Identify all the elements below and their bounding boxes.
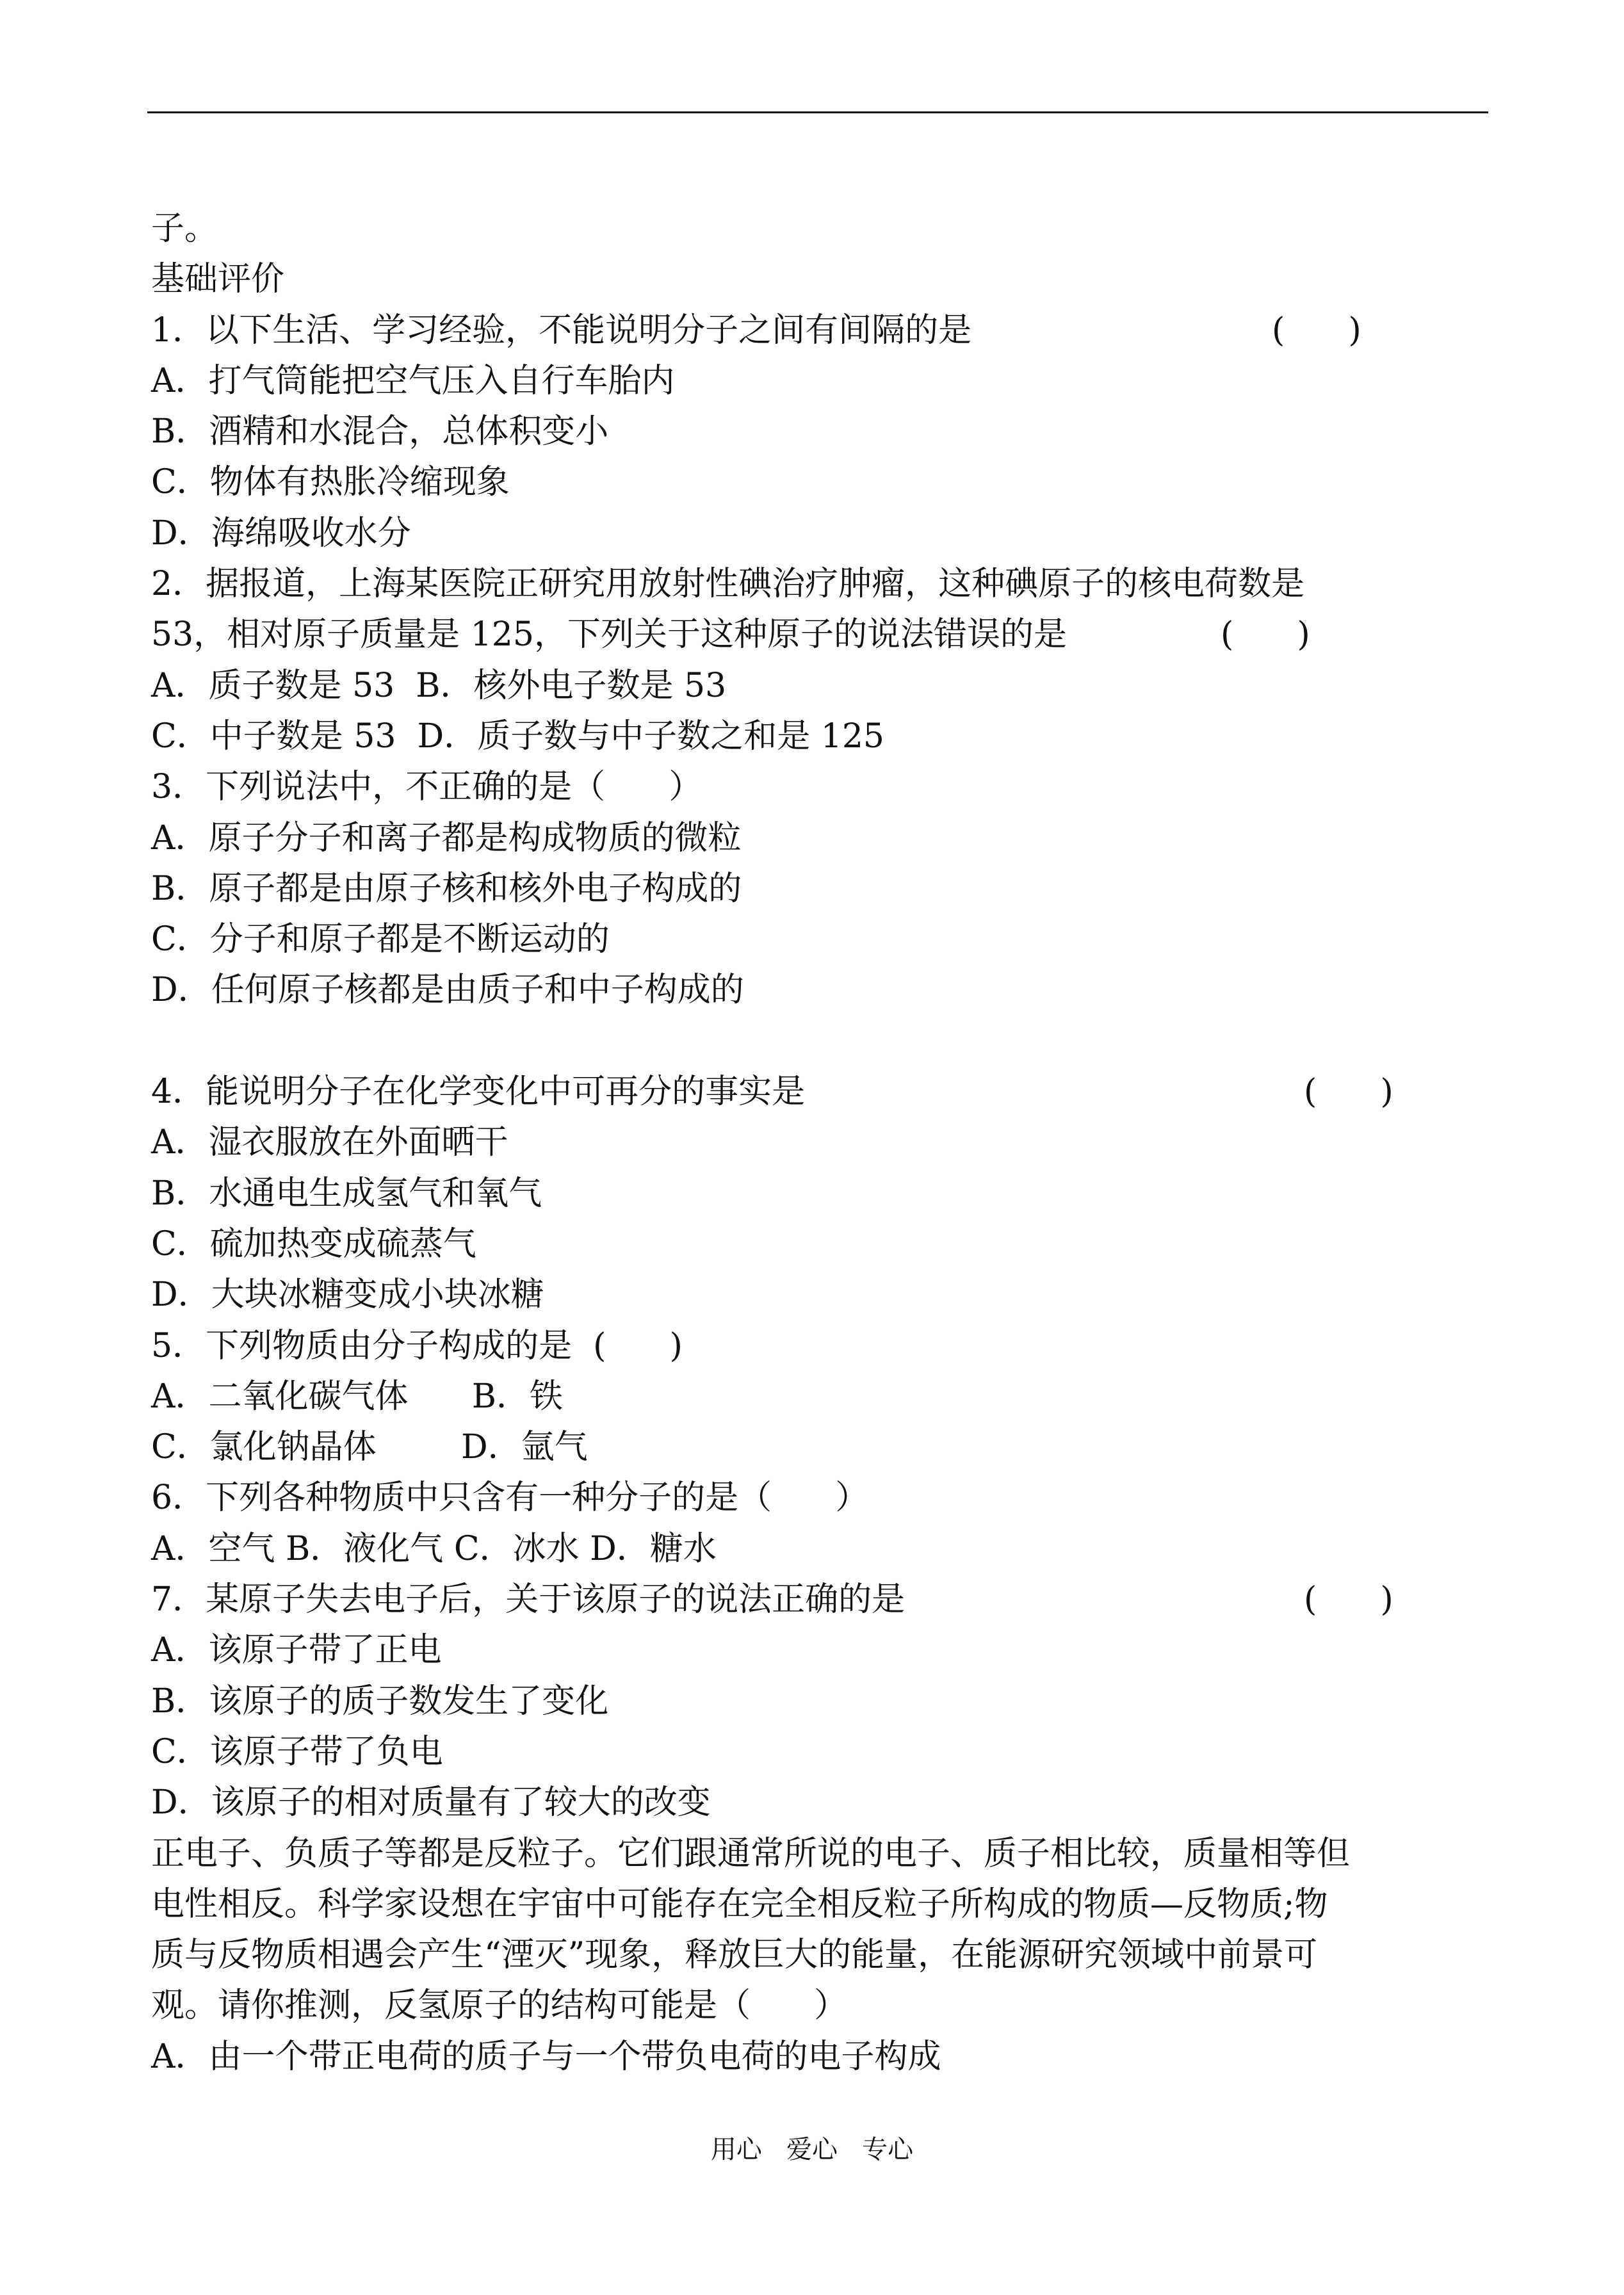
question-1-option-a: A．打气筒能把空气压入自行车胎内: [151, 361, 675, 400]
question-8-stem: 观。请你推测，反氢原子的结构可能是（ ）: [151, 1986, 848, 2025]
question-2-stem: 2．据报道，上海某医院正研究用放射性碘治疗肿瘤，这种碘原子的核电荷数是: [151, 565, 1305, 604]
question-8-option-a: A．由一个带正电荷的质子与一个带负电荷的电子构成: [151, 2037, 941, 2076]
question-7-option-b: B．该原子的质子数发生了变化: [151, 1682, 609, 1721]
question-7-option-c: C．该原子带了负电: [151, 1732, 443, 1771]
section-heading: 基础评价: [151, 260, 285, 299]
question-4-answer-bracket: ( ): [1304, 1073, 1393, 1112]
document-body: [151, 204, 1490, 2082]
question-1-option-d: D．海绵吸收水分: [151, 514, 411, 553]
question-2-stem-continued: 53，相对原子质量是 125，下列关于这种原子的说法错误的是: [151, 615, 1067, 654]
question-3-stem: 3．下列说法中，不正确的是（ ）: [151, 768, 702, 807]
header-rule: [147, 111, 1488, 113]
question-1-option-c: C．物体有热胀冷缩现象: [151, 463, 510, 502]
page-footer: 用心 爱心 专心: [710, 2135, 914, 2164]
question-3-option-a: A．原子分子和离子都是构成物质的微粒: [151, 818, 742, 857]
question-5-options-ab: A．二氧化碳气体 B．铁: [151, 1377, 563, 1416]
question-4-option-a: A．湿衣服放在外面晒干: [151, 1123, 508, 1162]
question-3-option-d: D．任何原子核都是由质子和中子构成的: [151, 971, 744, 1010]
question-3-option-b: B．原子都是由原子核和核外电子构成的: [151, 869, 742, 908]
question-2: [151, 610, 1490, 660]
question-7-option-a: A．该原子带了正电: [151, 1631, 442, 1670]
question-4-stem: 4．能说明分子在化学变化中可再分的事实是: [151, 1073, 806, 1112]
question-4-option-b: B．水通电生成氢气和氧气: [151, 1174, 542, 1213]
question-4-option-c: C．硫加热变成硫蒸气: [151, 1224, 476, 1263]
blank-line: [151, 1016, 1490, 1067]
question-7-option-d: D．该原子的相对质量有了较大的改变: [151, 1783, 711, 1822]
question-7: [151, 1575, 1490, 1625]
paragraph-line: 正电子、负质子等都是反粒子。它们跟通常所说的电子、质子相比较，质量相等但: [151, 1834, 1351, 1873]
paragraph-line: 质与反物质相遇会产生“湮灭”现象，释放巨大的能量，在能源研究领域中前景可: [151, 1936, 1318, 1975]
question-1-stem: 1．以下生活、学习经验，不能说明分子之间有间隔的是: [151, 311, 972, 350]
question-1-option-b: B．酒精和水混合，总体积变小: [151, 412, 609, 451]
question-1-answer-bracket: ( ): [1272, 311, 1361, 350]
question-1: [151, 305, 1490, 356]
question-3-option-c: C．分子和原子都是不断运动的: [151, 920, 610, 959]
question-7-stem: 7．某原子失去电子后，关于该原子的说法正确的是: [151, 1580, 905, 1619]
question-7-answer-bracket: ( ): [1304, 1580, 1393, 1619]
question-5-options-cd: C．氯化钠晶体 D．氩气: [151, 1428, 588, 1467]
text-line: 子。: [151, 209, 218, 248]
question-5-stem: 5．下列物质由分子构成的是 ( ): [151, 1326, 683, 1365]
question-6-stem: 6．下列各种物质中只含有一种分子的是（ ）: [151, 1479, 869, 1518]
question-4: [151, 1067, 1490, 1117]
question-6-options: A．空气 B．液化气 C．冰水 D．糖水: [151, 1529, 717, 1568]
paragraph-line: 电性相反。科学家设想在宇宙中可能存在完全相反粒子所构成的物质—反物质;物: [151, 1885, 1328, 1924]
question-2-options-cd: C．中子数是 53 D．质子数与中子数之和是 125: [151, 717, 885, 756]
question-2-answer-bracket: ( ): [1221, 615, 1310, 654]
question-4-option-d: D．大块冰糖变成小块冰糖: [151, 1276, 544, 1315]
question-2-options-ab: A．质子数是 53 B．核外电子数是 53: [151, 666, 727, 705]
